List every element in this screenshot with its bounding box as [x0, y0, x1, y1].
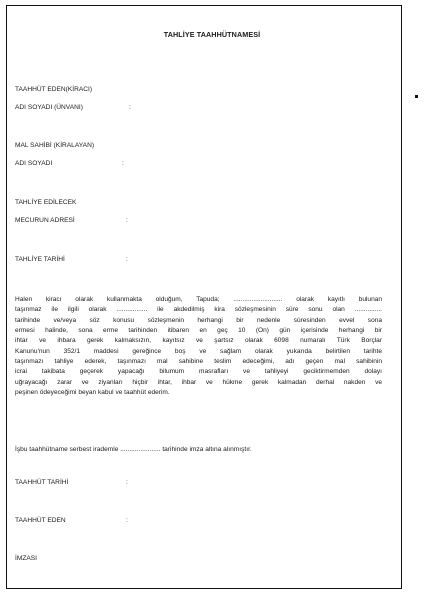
commitment-date-colon: : [126, 479, 128, 486]
tenant-heading: TAAHHÜT EDEN(KİRACI) [15, 86, 93, 93]
paragraph-line: uğrayacağı zarar ve ziyanları hiçbir ihtar, ihbar ve hükme gerek kalmadan derhal nakden ve [15, 378, 382, 386]
owner-heading: MAL SAHİBİ (KİRALAYAN) [15, 142, 95, 149]
property-heading: TAHLİYE EDİLECEK [15, 199, 77, 206]
property-address-label: MECURUN ADRESİ [15, 217, 75, 224]
eviction-date-colon: : [126, 256, 128, 263]
commitment-date-label: TAAHHÜT TARİHİ [15, 479, 69, 486]
document-title: TAHLİYE TAAHHÜTNAMESİ [163, 30, 261, 39]
owner-name-label: ADI SOYADI [15, 160, 53, 167]
committer-colon: : [126, 517, 128, 524]
signature-label: İMZASI [15, 555, 37, 562]
bullet-mark [415, 95, 418, 98]
tenant-name-colon: : [129, 104, 131, 111]
free-will-note: İşbu taahhütname serbest irademle ...................... tarihinde imza altına alınmıştır. [15, 446, 252, 453]
commitment-paragraph [15, 295, 382, 398]
paragraph-line: peşinen ödeyeceğimi beyan kabul ve taahhüt ederim. [15, 389, 170, 397]
owner-name-colon: : [122, 160, 124, 167]
eviction-date-label: TAHLİYE TARİHİ [15, 256, 65, 263]
paragraph-line: taşınmazı tahliye ederek, taşınmazı mal sahibine teslim edeceğimi, adı geçen mal sahibinin [15, 358, 382, 366]
property-address-colon: : [126, 217, 128, 224]
paragraph-line: Halen kiracı olarak kullanmakta olduğum, Tapuda; ........................... olarak kayıtlı bulunan [15, 296, 382, 303]
paragraph-line: ermesi halinde, sona erme tarihinden itibaren en geç 10 (On) gün içerisinde herhangi bir [15, 327, 382, 335]
committer-label: TAAHHÜT EDEN [15, 517, 66, 524]
paragraph-line: ihtar ve ihbara gerek kalmaksızın, kayıtsız ve şartsız olarak 6098 numaralı Türk Borçlar [15, 337, 382, 345]
paragraph-line: tarihinde ve/veya söz konusu sözleşmenin herhangi bir nedenle süresinden evvel sona [15, 316, 382, 324]
paragraph-line: Kanunu'nun 352/1 maddesi gereğince boş ve sağlam olarak yukarıda belirtilen tarihte [15, 347, 382, 355]
paragraph-line: taşınmaz ile ilgili olarak ................. ile akdedilmiş kira sözleşmesinin süre sonu olan ............... [15, 306, 382, 314]
paragraph-line: icrai takibata geçerek yapacağı bilumum masrafları ve tahliyeyi geciktirmemden dolayı [15, 368, 382, 376]
tenant-name-label: ADI SOYADI (ÜNVANI) [15, 104, 83, 111]
